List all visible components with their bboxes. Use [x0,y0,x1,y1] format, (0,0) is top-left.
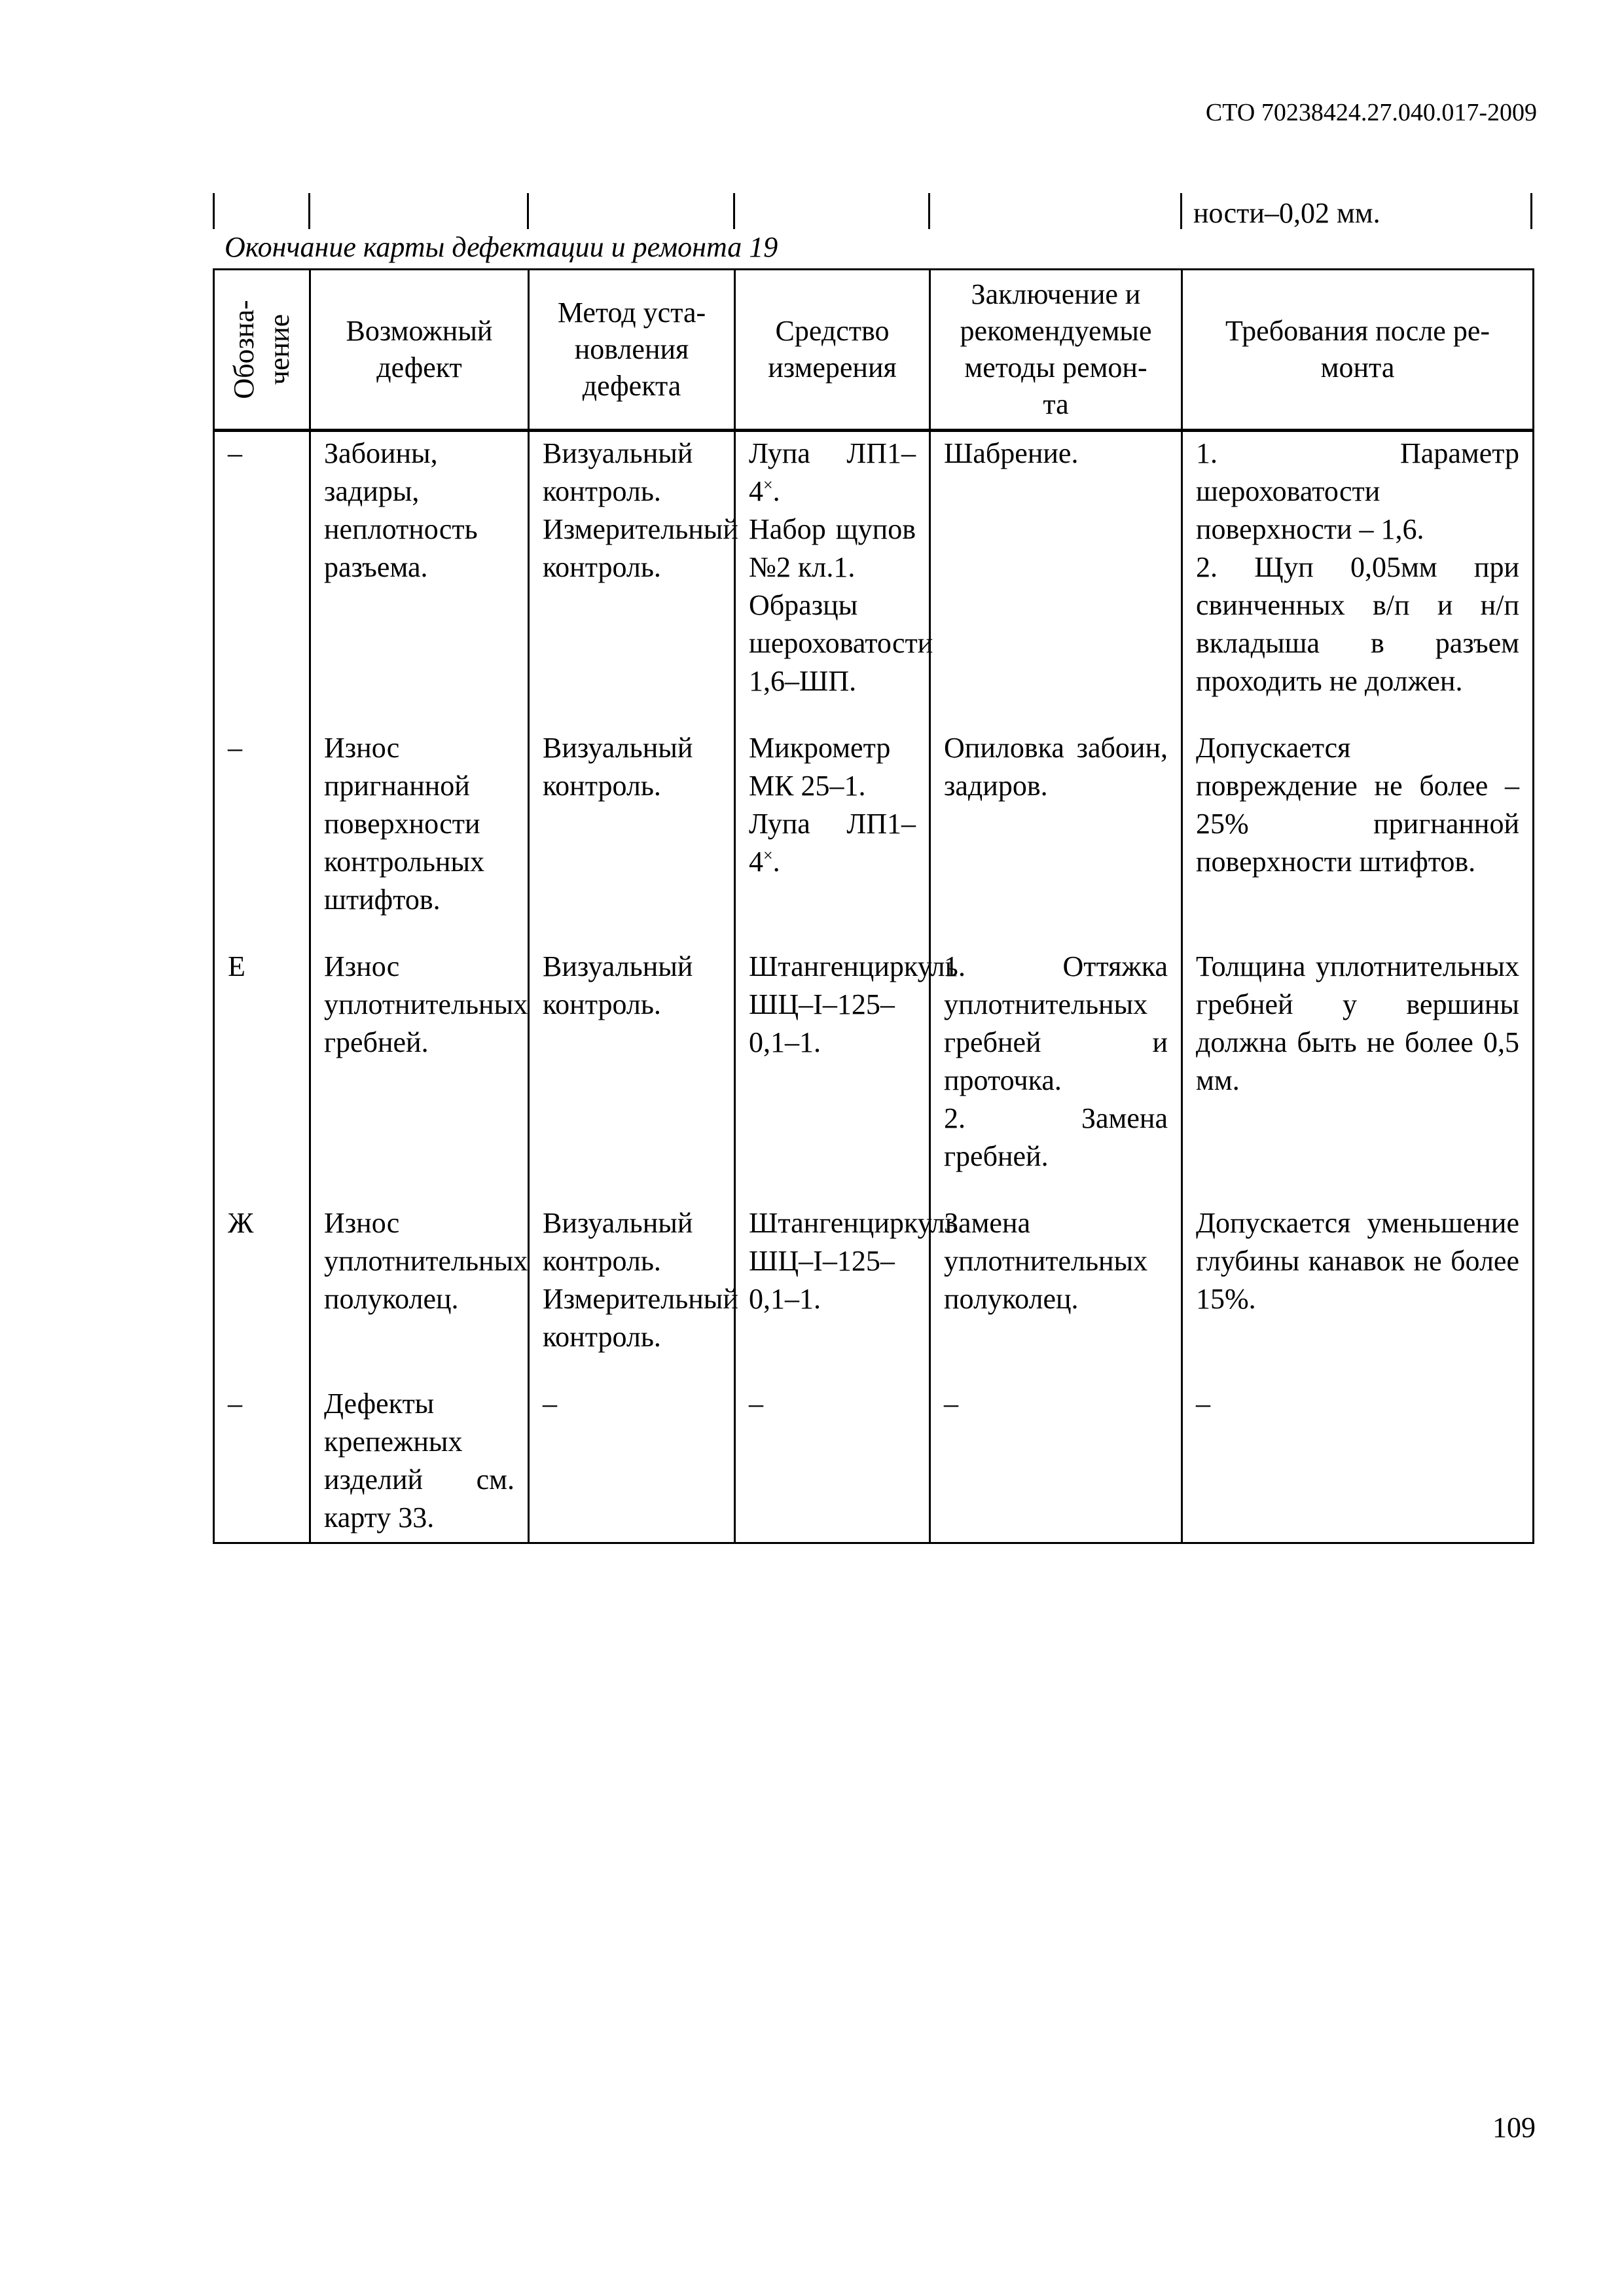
cell-tool: Лупа ЛП1–4×. Набор щупов №2 кл.1. Образцы шероховатости 1,6–ШП. [735,431,930,727]
cell-designation: Е [214,945,310,1202]
cell-defect: Износ уплотнительных полуколец. [310,1202,529,1382]
cell-designation: – [214,431,310,727]
cell-repair: Шабрение. [930,431,1182,727]
table-caption: Окончание карты дефектации и ремонта 19 [225,231,778,263]
table-row [214,726,1534,945]
header-measuring-tool: Средство измерения [735,270,930,431]
table-row [214,1202,1534,1382]
cell-tool: – [735,1382,930,1543]
cell-defect: Забоины, задиры, неплотность разъема. [310,431,529,727]
cell-requirements: – [1182,1382,1534,1543]
cell-designation: – [214,726,310,945]
cell-method: Визуальный контроль. [529,726,735,945]
header-possible-defect: Возможный дефект [310,270,529,431]
cell-designation: Ж [214,1202,310,1382]
cell-repair: 1. Оттяжка уплотнительных гребней и проточка. 2. Замена гребней. [930,945,1182,1202]
cell-method: Визуальный контроль. Измерительный контроль. [529,1202,735,1382]
cell-requirements: Допускается повреждение не более –25% пригнанной поверхности штифтов. [1182,726,1534,945]
defect-repair-table [213,268,1534,1544]
cell-designation: – [214,1382,310,1543]
continued-cell-text: ности–0,02 мм. [1193,197,1380,229]
document-code: СТО 70238424.27.040.017-2009 [1205,99,1537,126]
cell-tool: Штангенциркуль ШЦ–I–125–0,1–1. [735,945,930,1202]
cell-requirements: 1. Параметр шероховатости поверхности – 1,6. 2. Щуп 0,05мм при свинченных в/п и н/п вкладыша в разъем проходить не должен. [1182,431,1534,727]
cell-requirements: Толщина уплотнительных гребней у вершины должна быть не более 0,5 мм. [1182,945,1534,1202]
column-rule [1180,193,1182,229]
cell-tool: Штангенциркуль ШЦ–I–125–0,1–1. [735,1202,930,1382]
cell-repair: – [930,1382,1182,1543]
header-conclusion-repair: Заключение и рекомендуемые методы ремон- та [930,270,1182,431]
table-row [214,431,1534,727]
cell-defect: Износ уплотнительных гребней. [310,945,529,1202]
table-header-row [214,270,1534,431]
table-row [214,945,1534,1202]
header-designation: Обозна- чение [214,270,310,431]
header-detection-method: Метод уста- новления дефекта [529,270,735,431]
column-rule [213,193,215,229]
cell-method: Визуальный контроль. [529,945,735,1202]
table-row [214,1382,1534,1543]
cell-defect: Дефекты крепежных изделий см. карту 33. [310,1382,529,1543]
cell-repair: Замена уплотнительных полуколец. [930,1202,1182,1382]
cell-method: – [529,1382,735,1543]
column-rule [928,193,930,229]
page-number: 109 [1492,2111,1536,2144]
header-requirements: Требования после ре- монта [1182,270,1534,431]
cell-requirements: Допускается уменьшение глубины канавок не более 15%. [1182,1202,1534,1382]
column-rule [308,193,310,229]
column-rule [1530,193,1532,229]
column-rule [733,193,735,229]
cell-method: Визуальный контроль. Измерительный контроль. [529,431,735,727]
column-rule [527,193,529,229]
cell-defect: Износ пригнанной поверхности контрольных штифтов. [310,726,529,945]
cell-tool: Микрометр МК 25–1. Лупа ЛП1–4×. [735,726,930,945]
continued-table-fragment [213,193,1532,232]
cell-repair: Опиловка забоин, задиров. [930,726,1182,945]
